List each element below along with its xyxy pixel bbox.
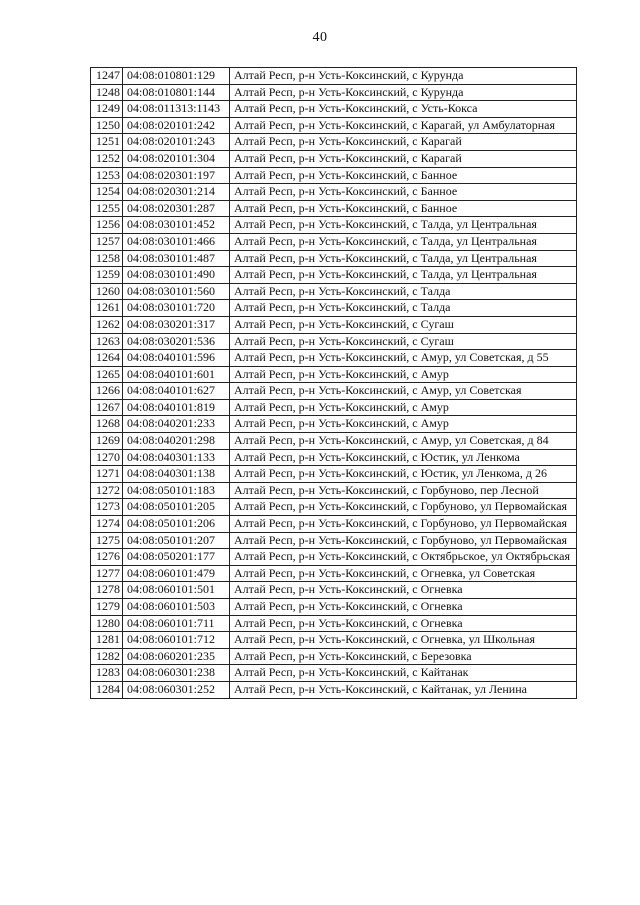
row-number-cell: 1264 — [91, 350, 123, 367]
cadastral-code-cell: 04:08:011313:1143 — [123, 101, 230, 118]
table-row — [91, 333, 577, 350]
row-number-cell: 1259 — [91, 267, 123, 284]
row-number-cell: 1265 — [91, 366, 123, 383]
row-number-cell: 1250 — [91, 117, 123, 134]
cadastral-code-cell: 04:08:060101:479 — [123, 565, 230, 582]
cadastral-code-cell: 04:08:010801:144 — [123, 84, 230, 101]
table-row — [91, 433, 577, 450]
address-cell: Алтай Респ, р-н Усть-Коксинский, с Кайтанак, ул Ленина — [230, 681, 577, 698]
row-number-cell: 1274 — [91, 516, 123, 533]
address-cell: Алтай Респ, р-н Усть-Коксинский, с Усть-Кокса — [230, 101, 577, 118]
cadastral-code-cell: 04:08:010801:129 — [123, 68, 230, 85]
address-cell: Алтай Респ, р-н Усть-Коксинский, с Талда — [230, 283, 577, 300]
row-number-cell: 1266 — [91, 383, 123, 400]
address-cell: Алтай Респ, р-н Усть-Коксинский, с Амур — [230, 366, 577, 383]
row-number-cell: 1262 — [91, 316, 123, 333]
address-cell: Алтай Респ, р-н Усть-Коксинский, с Талда — [230, 300, 577, 317]
cadastral-code-cell: 04:08:040301:133 — [123, 449, 230, 466]
table-row — [91, 399, 577, 416]
address-cell: Алтай Респ, р-н Усть-Коксинский, с Юстик, ул Ленкома — [230, 449, 577, 466]
cadastral-code-cell: 04:08:060301:252 — [123, 681, 230, 698]
address-cell: Алтай Респ, р-н Усть-Коксинский, с Талда, ул Центральная — [230, 217, 577, 234]
table-row — [91, 516, 577, 533]
table-row — [91, 449, 577, 466]
address-cell: Алтай Респ, р-н Усть-Коксинский, с Октябрьское, ул Октябрьская — [230, 549, 577, 566]
table-row — [91, 316, 577, 333]
address-cell: Алтай Респ, р-н Усть-Коксинский, с Банное — [230, 184, 577, 201]
table-row — [91, 366, 577, 383]
table-row — [91, 184, 577, 201]
table-row — [91, 134, 577, 151]
table-row — [91, 101, 577, 118]
cadastral-code-cell: 04:08:020101:242 — [123, 117, 230, 134]
table-row — [91, 532, 577, 549]
table-row — [91, 68, 577, 85]
address-cell: Алтай Респ, р-н Усть-Коксинский, с Амур — [230, 416, 577, 433]
cadastral-code-cell: 04:08:060301:238 — [123, 665, 230, 682]
row-number-cell: 1271 — [91, 466, 123, 483]
row-number-cell: 1261 — [91, 300, 123, 317]
registry-table — [90, 67, 577, 699]
address-cell: Алтай Респ, р-н Усть-Коксинский, с Банное — [230, 167, 577, 184]
table-row — [91, 681, 577, 698]
table-row — [91, 150, 577, 167]
row-number-cell: 1279 — [91, 599, 123, 616]
cadastral-code-cell: 04:08:040201:298 — [123, 433, 230, 450]
table-row — [91, 350, 577, 367]
registry-table-body — [91, 68, 577, 699]
cadastral-code-cell: 04:08:030101:487 — [123, 250, 230, 267]
table-row — [91, 599, 577, 616]
cadastral-code-cell: 04:08:040101:596 — [123, 350, 230, 367]
row-number-cell: 1253 — [91, 167, 123, 184]
row-number-cell: 1267 — [91, 399, 123, 416]
row-number-cell: 1273 — [91, 499, 123, 516]
row-number-cell: 1278 — [91, 582, 123, 599]
row-number-cell: 1263 — [91, 333, 123, 350]
table-row — [91, 217, 577, 234]
row-number-cell: 1257 — [91, 233, 123, 250]
table-row — [91, 499, 577, 516]
address-cell: Алтай Респ, р-н Усть-Коксинский, с Карагай, ул Амбулаторная — [230, 117, 577, 134]
cadastral-code-cell: 04:08:030101:452 — [123, 217, 230, 234]
cadastral-code-cell: 04:08:060101:711 — [123, 615, 230, 632]
cadastral-code-cell: 04:08:050101:205 — [123, 499, 230, 516]
table-row — [91, 615, 577, 632]
table-row — [91, 84, 577, 101]
cadastral-code-cell: 04:08:020101:304 — [123, 150, 230, 167]
address-cell: Алтай Респ, р-н Усть-Коксинский, с Огневка — [230, 615, 577, 632]
row-number-cell: 1251 — [91, 134, 123, 151]
table-row — [91, 233, 577, 250]
table-row — [91, 482, 577, 499]
row-number-cell: 1249 — [91, 101, 123, 118]
cadastral-code-cell: 04:08:030201:536 — [123, 333, 230, 350]
address-cell: Алтай Респ, р-н Усть-Коксинский, с Березовка — [230, 648, 577, 665]
cadastral-code-cell: 04:08:060101:712 — [123, 632, 230, 649]
table-row — [91, 283, 577, 300]
row-number-cell: 1280 — [91, 615, 123, 632]
cadastral-code-cell: 04:08:040301:138 — [123, 466, 230, 483]
table-row — [91, 416, 577, 433]
cadastral-code-cell: 04:08:040101:819 — [123, 399, 230, 416]
row-number-cell: 1270 — [91, 449, 123, 466]
address-cell: Алтай Респ, р-н Усть-Коксинский, с Горбуново, пер Лесной — [230, 482, 577, 499]
row-number-cell: 1247 — [91, 68, 123, 85]
address-cell: Алтай Респ, р-н Усть-Коксинский, с Огневка — [230, 599, 577, 616]
cadastral-code-cell: 04:08:060101:503 — [123, 599, 230, 616]
cadastral-code-cell: 04:08:020301:197 — [123, 167, 230, 184]
address-cell: Алтай Респ, р-н Усть-Коксинский, с Амур, ул Советская, д 55 — [230, 350, 577, 367]
table-row — [91, 648, 577, 665]
row-number-cell: 1248 — [91, 84, 123, 101]
row-number-cell: 1281 — [91, 632, 123, 649]
row-number-cell: 1275 — [91, 532, 123, 549]
address-cell: Алтай Респ, р-н Усть-Коксинский, с Горбуново, ул Первомайская — [230, 499, 577, 516]
address-cell: Алтай Респ, р-н Усть-Коксинский, с Талда, ул Центральная — [230, 233, 577, 250]
row-number-cell: 1254 — [91, 184, 123, 201]
page-number: 40 — [312, 30, 328, 45]
row-number-cell: 1284 — [91, 681, 123, 698]
table-row — [91, 300, 577, 317]
cadastral-code-cell: 04:08:050101:206 — [123, 516, 230, 533]
row-number-cell: 1276 — [91, 549, 123, 566]
table-row — [91, 582, 577, 599]
row-number-cell: 1252 — [91, 150, 123, 167]
table-row — [91, 466, 577, 483]
row-number-cell: 1277 — [91, 565, 123, 582]
address-cell: Алтай Респ, р-н Усть-Коксинский, с Горбуново, ул Первомайская — [230, 532, 577, 549]
table-row — [91, 250, 577, 267]
table-row — [91, 665, 577, 682]
cadastral-code-cell: 04:08:060101:501 — [123, 582, 230, 599]
address-cell: Алтай Респ, р-н Усть-Коксинский, с Юстик, ул Ленкома, д 26 — [230, 466, 577, 483]
cadastral-code-cell: 04:08:040101:627 — [123, 383, 230, 400]
address-cell: Алтай Респ, р-н Усть-Коксинский, с Огневка, ул Советская — [230, 565, 577, 582]
row-number-cell: 1268 — [91, 416, 123, 433]
cadastral-code-cell: 04:08:050101:183 — [123, 482, 230, 499]
table-row — [91, 383, 577, 400]
address-cell: Алтай Респ, р-н Усть-Коксинский, с Талда, ул Центральная — [230, 250, 577, 267]
row-number-cell: 1272 — [91, 482, 123, 499]
address-cell: Алтай Респ, р-н Усть-Коксинский, с Талда, ул Центральная — [230, 267, 577, 284]
cadastral-code-cell: 04:08:030101:720 — [123, 300, 230, 317]
table-row — [91, 632, 577, 649]
row-number-cell: 1283 — [91, 665, 123, 682]
table-row — [91, 167, 577, 184]
address-cell: Алтай Респ, р-н Усть-Коксинский, с Курунда — [230, 84, 577, 101]
address-cell: Алтай Респ, р-н Усть-Коксинский, с Карагай — [230, 134, 577, 151]
cadastral-code-cell: 04:08:030101:466 — [123, 233, 230, 250]
row-number-cell: 1282 — [91, 648, 123, 665]
cadastral-code-cell: 04:08:050101:207 — [123, 532, 230, 549]
address-cell: Алтай Респ, р-н Усть-Коксинский, с Кайтанак — [230, 665, 577, 682]
cadastral-code-cell: 04:08:040201:233 — [123, 416, 230, 433]
cadastral-code-cell: 04:08:020301:287 — [123, 200, 230, 217]
row-number-cell: 1269 — [91, 433, 123, 450]
table-row — [91, 117, 577, 134]
address-cell: Алтай Респ, р-н Усть-Коксинский, с Сугаш — [230, 333, 577, 350]
cadastral-code-cell: 04:08:030101:490 — [123, 267, 230, 284]
row-number-cell: 1255 — [91, 200, 123, 217]
address-cell: Алтай Респ, р-н Усть-Коксинский, с Карагай — [230, 150, 577, 167]
cadastral-code-cell: 04:08:020301:214 — [123, 184, 230, 201]
address-cell: Алтай Респ, р-н Усть-Коксинский, с Банное — [230, 200, 577, 217]
address-cell: Алтай Респ, р-н Усть-Коксинский, с Сугаш — [230, 316, 577, 333]
address-cell: Алтай Респ, р-н Усть-Коксинский, с Огневка — [230, 582, 577, 599]
cadastral-code-cell: 04:08:040101:601 — [123, 366, 230, 383]
address-cell: Алтай Респ, р-н Усть-Коксинский, с Огневка, ул Школьная — [230, 632, 577, 649]
table-row — [91, 200, 577, 217]
table-row — [91, 549, 577, 566]
cadastral-code-cell: 04:08:030101:560 — [123, 283, 230, 300]
row-number-cell: 1260 — [91, 283, 123, 300]
address-cell: Алтай Респ, р-н Усть-Коксинский, с Амур — [230, 399, 577, 416]
cadastral-code-cell: 04:08:050201:177 — [123, 549, 230, 566]
cadastral-code-cell: 04:08:030201:317 — [123, 316, 230, 333]
address-cell: Алтай Респ, р-н Усть-Коксинский, с Амур, ул Советская — [230, 383, 577, 400]
table-row — [91, 267, 577, 284]
address-cell: Алтай Респ, р-н Усть-Коксинский, с Курунда — [230, 68, 577, 85]
cadastral-code-cell: 04:08:060201:235 — [123, 648, 230, 665]
address-cell: Алтай Респ, р-н Усть-Коксинский, с Горбуново, ул Первомайская — [230, 516, 577, 533]
table-row — [91, 565, 577, 582]
row-number-cell: 1258 — [91, 250, 123, 267]
address-cell: Алтай Респ, р-н Усть-Коксинский, с Амур, ул Советская, д 84 — [230, 433, 577, 450]
row-number-cell: 1256 — [91, 217, 123, 234]
cadastral-code-cell: 04:08:020101:243 — [123, 134, 230, 151]
